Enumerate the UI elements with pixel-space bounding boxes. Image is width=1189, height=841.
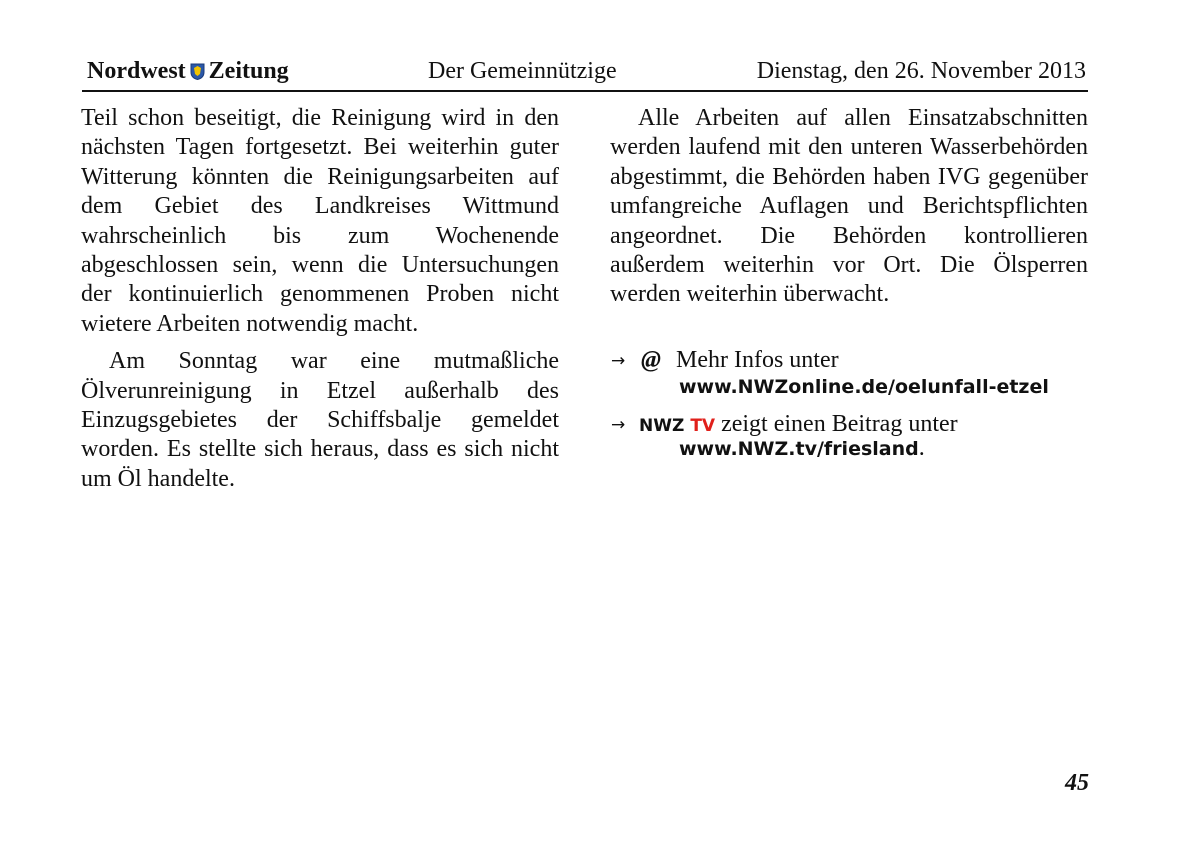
more-info-row xyxy=(611,347,1089,411)
page-header xyxy=(82,58,1088,92)
links-box xyxy=(611,347,1089,475)
left-paragraph-2: Am Sonntag war eine mutmaßliche Ölverunreinigung in Etzel außerhalb des Einzugsgebietes der Schiffsbalje gemeldet worden. Es stellte sich heraus, dass es sich nicht um Öl handelte. xyxy=(81,348,559,492)
at-icon: @ xyxy=(641,347,661,373)
nwz-logo-text: NWZ xyxy=(639,416,685,436)
nwz-tv-link[interactable]: www.NWZ.tv/friesland xyxy=(679,438,919,460)
brand-zeitung: Zeitung xyxy=(208,58,289,84)
coat-of-arms-icon xyxy=(190,63,205,80)
right-paragraph-1: Alle Arbeiten auf allen Einsatzabschnitten werden laufend mit den unteren Wasserbehörden abgestimmt, die Behörden haben IVG gegenüber umfangreiche Auflagen und Berichtspflichten angeordnet. Die Behörden kontrollieren außerdem weiterhin vor Ort. Die Ölsperren werden weiterhin überwacht. xyxy=(610,105,1088,308)
page-number: 45 xyxy=(1065,770,1089,796)
more-info-label: Mehr Infos unter xyxy=(676,347,839,373)
tv-logo-text: TV xyxy=(690,416,716,436)
arrow-right-icon: → xyxy=(611,415,626,435)
brand-nordwest: Nordwest xyxy=(87,58,186,84)
nwz-tv-url-line xyxy=(679,435,925,462)
nwz-tv-row xyxy=(611,411,1089,475)
arrow-right-icon: → xyxy=(611,351,626,371)
left-column xyxy=(81,104,559,494)
publication-section: Der Gemeinnützige xyxy=(428,58,617,84)
nwzonline-link[interactable]: www.NWZonline.de/oelunfall-etzel xyxy=(679,376,1049,398)
left-paragraph-1: Teil schon beseitigt, die Reinigung wird in den nächsten Tagen fortgesetzt. Bei weiterhin guter Witterung könnten die Reinigungsarbeiten auf dem Gebiet des Landkreises Wittmund wahrscheinlich bis zum Wochenende abgeschlossen sein, wenn die Untersuchungen der kontinuierlich genommenen Proben nicht wietere Arbeiten notwendig macht. xyxy=(81,105,559,337)
newspaper-brand xyxy=(87,58,289,85)
tv-description: zeigt einen Beitrag unter xyxy=(721,411,958,437)
right-column xyxy=(610,104,1088,310)
publication-date: Dienstag, den 26. November 2013 xyxy=(756,58,1086,84)
nwz-tv-label xyxy=(639,411,958,438)
url-suffix: . xyxy=(918,435,925,461)
